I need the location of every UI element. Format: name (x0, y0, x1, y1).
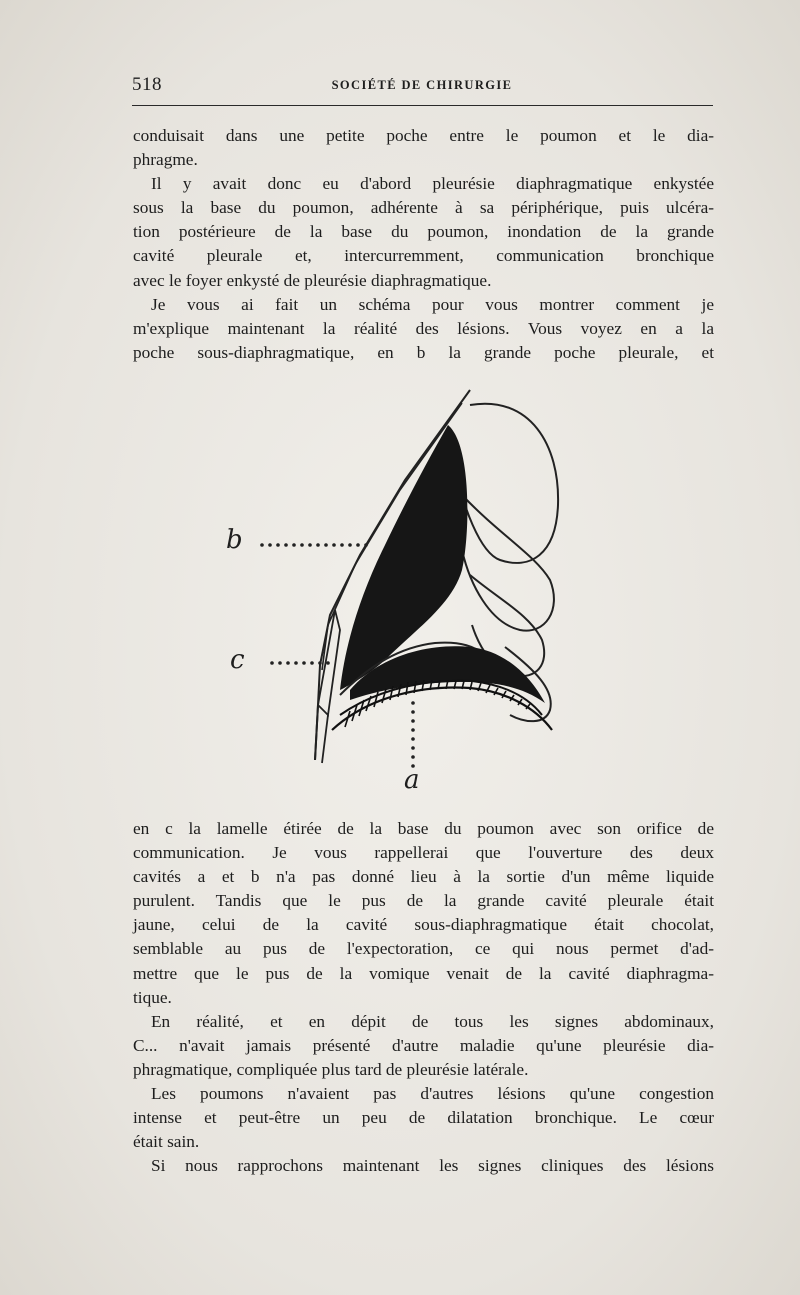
text-line: phragme. (133, 150, 198, 170)
text-line: tique. (133, 987, 172, 1007)
text-line: intense et peut-être un peu de dilatation bronchique. Le cœur (133, 1108, 714, 1128)
text-line: mettre que le pus de la vomique venait de la cavité diaphragma- (133, 963, 714, 983)
text-line: C... n'avait jamais présenté d'autre maladie qu'une pleurésie dia- (133, 1035, 714, 1055)
anatomical-schema (200, 385, 600, 795)
running-title: SOCIÉTÉ DE CHIRURGIE (331, 78, 513, 92)
text-line: tion postérieure de la base du poumon, inondation de la grande (133, 222, 714, 242)
text-line: phragmatique, compliquée plus tard de pleurésie latérale. (133, 1059, 529, 1079)
text-line: était sain. (133, 1132, 200, 1152)
page-number: 518 (132, 74, 162, 95)
label-b: b (226, 525, 243, 555)
text-line: avec le foyer enkysté de pleurésie diaphragmatique. (133, 270, 492, 290)
header-rule (132, 105, 713, 106)
text-line: Je vous ai fait un schéma pour vous montrer comment je (151, 294, 714, 314)
text-line: m'explique maintenant la réalité des lésions. Vous voyez en a la (133, 318, 714, 338)
text-line: En réalité, et en dépit de tous les signes abdominaux, (151, 1011, 714, 1031)
text-line: cavité pleurale et, intercurremment, communication bronchique (133, 246, 714, 266)
text-line: communication. Je vous rappellerai que l'ouverture des deux (133, 843, 714, 863)
label-a: a (404, 765, 420, 795)
paragraph-block-top (133, 124, 714, 365)
text-line: conduisait dans une petite poche entre le poumon et le dia- (133, 126, 714, 145)
paragraph-block-bottom (133, 817, 714, 1178)
text-line: Les poumons n'avaient pas d'autres lésions qu'une congestion (151, 1084, 714, 1104)
label-c: c (230, 645, 245, 675)
page-header (132, 70, 712, 100)
text-line: cavités a et b n'a pas donné lieu à la sortie d'un même liquide (133, 867, 714, 887)
text-line: sous la base du poumon, adhérente à sa périphérique, puis ulcéra- (133, 198, 714, 218)
text-line: Il y avait donc eu d'abord pleurésie diaphragmatique enkystée (151, 174, 714, 194)
text-line: poche sous-diaphragmatique, en b la grande poche pleurale, et (133, 342, 714, 362)
text-line: Si nous rapprochons maintenant les signes cliniques des lésions (151, 1156, 714, 1176)
text-line: jaune, celui de la cavité sous-diaphragmatique était chocolat, (133, 915, 714, 935)
schema-drawing (200, 385, 600, 795)
text-line: purulent. Tandis que le pus de la grande cavité pleurale était (133, 891, 714, 911)
text-line: semblable au pus de l'expectoration, ce qui nous permet d'ad- (133, 939, 714, 959)
text-line: en c la lamelle étirée de la base du poumon avec son orifice de (133, 819, 714, 838)
